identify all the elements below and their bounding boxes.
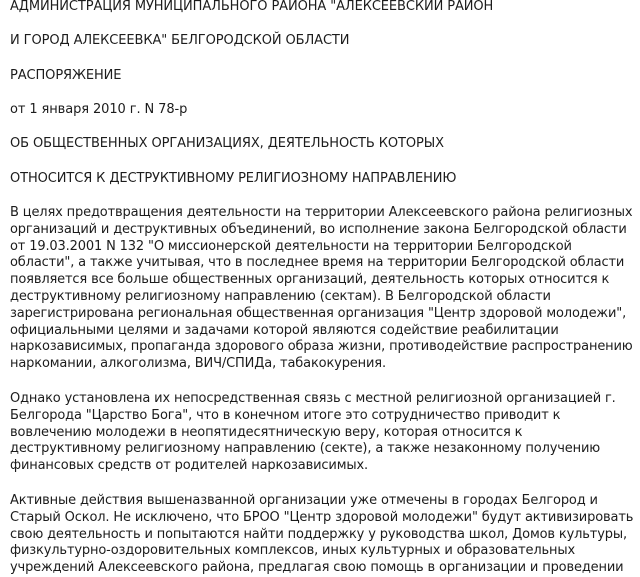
header-line-1: АДМИНИСТРАЦИЯ МУНИЦИПАЛЬНОГО РАЙОНА "АЛЕКСЕЕВСКИЙ РАЙОН xyxy=(10,0,494,14)
title-line-1: ОБ ОБЩЕСТВЕННЫХ ОРГАНИЗАЦИЯХ, ДЕЯТЕЛЬНОСТЬ КОТОРЫХ xyxy=(10,136,444,151)
body-paragraph-3: Активные действия вышеназванной организации уже отмечены в городах Белгород и Старый Оскол. Не исключено, что БРОО "Центр здоровой молодежи" будут активизировать свою деятельность и попытаются найти поддержку у руководства школ, Домов культуры, физкультурно-оздоровительных комплексов, иных культурных и образовательных учреждений Алексеевского района, предлагая свою помощь в организации и проведении xyxy=(10,493,634,576)
document-type: РАСПОРЯЖЕНИЕ xyxy=(10,68,122,83)
body-paragraph-2: Однако установлена их непосредственная связь с местной религиозной организацией г. Белгорода "Царство Бога", что в конечном итоге это сотрудничество приводит к вовлечению молодежи в неопятидесятническую веру, которая относится к деструктивному религиозному направлению (секте), а также незаконному получению финансовых средств от родителей наркозависимых. xyxy=(10,391,616,474)
title-line-2: ОТНОСИТСЯ К ДЕСТРУКТИВНОМУ РЕЛИГИОЗНОМУ НАПРАВЛЕНИЮ xyxy=(10,171,457,186)
date-number: от 1 января 2010 г. N 78-р xyxy=(10,102,188,117)
header-line-2: И ГОРОД АЛЕКСЕЕВКА" БЕЛГОРОДСКОЙ ОБЛАСТИ xyxy=(10,33,350,48)
body-paragraph-1: В целях предотвращения деятельности на территории Алексеевского района религиозных организаций и деструктивных объединений, во исполнение закона Белгородской области от 19.03.2001 N 132 "О миссионерской деятельности на территории Белгородской области", а также учитывая, что в последнее время на территории Белгородской области появляется все больше общественных организаций, деятельность которых относится к деструктивному религиозному направлению (сектам). В Белгородской области зарегистрирована региональная общественная организация "Центр здоровой молодежи", официальными целями и задачами которой являются содействие реабилитации наркозависимых, пропаганда здорового образа жизни, противодействие распространению наркомании, алкоголизма, ВИЧ/СПИДа, табакокурения. xyxy=(10,205,633,372)
